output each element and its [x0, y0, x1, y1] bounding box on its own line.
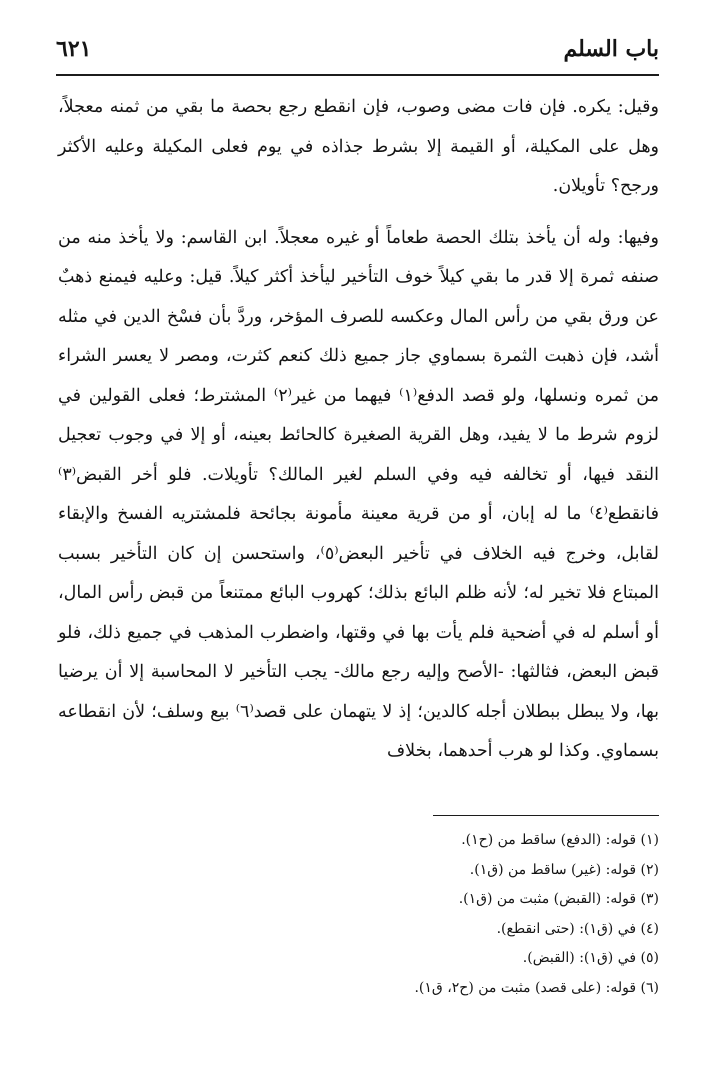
footnote: (١) قوله: (الدفع) ساقط من (ح١). — [461, 832, 659, 848]
paragraph-gap — [58, 207, 659, 219]
footnote-divider — [433, 815, 659, 816]
footnote: (٣) قوله: (القبض) مثبت من (ق١). — [458, 891, 659, 907]
page-header — [56, 30, 659, 76]
chapter-title: باب السلم — [563, 36, 659, 62]
footnote: (٤) في (ق١): (حتى انقطع). — [496, 920, 659, 937]
paragraph: وقيل: يكره. فإن فات مضى وصوب، فإن انقطع رجع بحصة ما بقي من ثمنه معجلاً، وهل على المكيلة، أو القيمة إلا بشرط جذاذه في يوم فعلى المكيلة وعليه الأكثر ورجح؟ تأويلان. — [58, 97, 659, 196]
footnote: (٢) قوله: (غير) ساقط من (ق١). — [469, 861, 659, 878]
main-text — [58, 88, 659, 772]
footnote: (٦) قوله: (على قصد) مثبت من (ح٢، ق١). — [414, 979, 659, 996]
paragraph: وفيها: وله أن يأخذ بتلك الحصة طعاماً أو غيره معجلاً. ابن القاسم: ولا يأخذ منه من صنفه ثمرة إلا قدر ما بقي كيلاً خوف التأخير ليأخذ أكثر كيلاً. قيل: وعليه فيمنع ذهبٌ عن ورق بقي من رأس المال وعكسه للصرف المؤخر، وردَّ بأن فسْخ الدين في مثله أشد، فإن ذهبت الثمرة بسماوي جاز جميع ذلك كنعم كثرت، ومصر لا يعسر الشراء من ثمره ونسلها، ولو قصد الدفع⁽١⁾ فيهما من غير⁽٢⁾ المشترط؛ فعلى القولين في لزوم شرط ما لا يفيد، وهل القرية الصغيرة كالحائط بعينه، أو إلا في وجوب تعجيل النقد فيها، أو تخالفه فيه وفي السلم لغير المالك؟ تأويلات. فلو أخر القبض⁽٣⁾ فانقطع⁽٤⁾ ما له إبان، أو من قرية معينة مأمونة بجائحة فلمشتريه الفسخ والإبقاء لقابل، وخرج فيه الخلاف في تأخير البعض⁽٥⁾، واستحسن إن كان التأخير بسبب المبتاع فلا تخير له؛ لأنه ظلم البائع بذلك؛ كهروب البائع ممتنعاً من قبض رأس المال، أو أسلم له في أضحية فلم يأت بها في وقتها، واضطرب المذهب في جميع ذلك، فلو قبض البعض، فثالثها: -الأصح وإليه رجع مالك- يجب التأخير لا المحاسبة إلا أن يرضيا بها، ولا يبطل ببطلان أجله كالدين؛ إذ لا يتهمان على قصد⁽٦⁾ بيع وسلف؛ لأن انقطاعه بسماوي. وكذا لو هرب أحدهما، بخلاف — [58, 227, 659, 761]
footnote: (٥) في (ق١): (القبض). — [522, 950, 659, 966]
footnotes-list — [99, 826, 659, 1003]
page-number: ٦٢١ — [56, 36, 92, 62]
